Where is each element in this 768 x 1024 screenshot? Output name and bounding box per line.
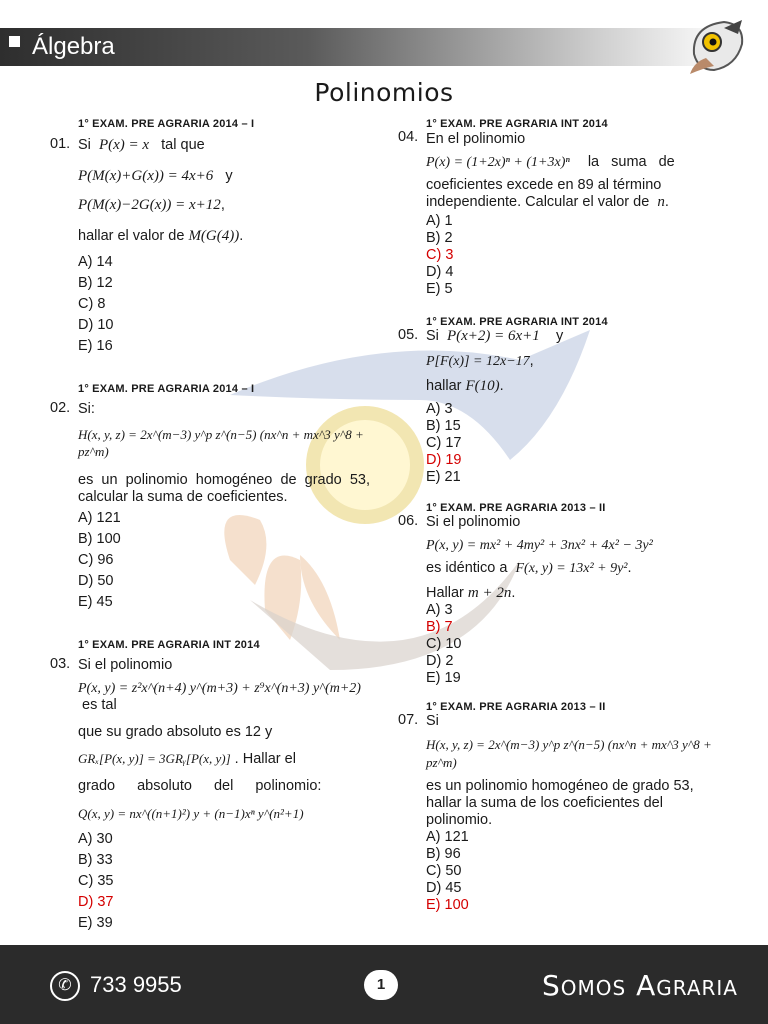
option: E) 21 — [426, 469, 461, 485]
option: A) 121 — [426, 829, 469, 845]
question-text: , — [220, 197, 225, 213]
question-text: . — [627, 560, 632, 576]
formula: H(x, y, z) = 2x^(m−3) y^p z^(n−5) (nx^n + mx^3 y^8 + pz^m) — [78, 427, 364, 459]
question-text: Si — [426, 713, 439, 729]
question-text: y — [225, 168, 233, 184]
formula: GRₓ[P(x, y)] = 3GRᵧ[P(x, y)] — [78, 751, 231, 766]
option: D) 4 — [426, 264, 454, 280]
formula: Q(x, y) = nx^((n+1)²) y + (n−1)xⁿ y^(n²+1) — [78, 806, 304, 821]
option: C) 50 — [426, 863, 462, 879]
question-text: Si el polinomio — [78, 657, 173, 673]
question-text: que su grado absoluto es 12 y — [78, 724, 273, 740]
page-title: Polinomios — [314, 78, 454, 107]
phone-number: 733 9955 — [90, 971, 182, 997]
option: D) 50 — [78, 573, 114, 589]
option: C) 35 — [78, 873, 114, 889]
option: A) 30 — [78, 831, 113, 847]
option: A) 121 — [78, 510, 121, 526]
question-text: Si — [426, 328, 439, 344]
exam-header: 1° EXAM. PRE AGRARIA 2014 – I — [78, 118, 255, 130]
option: E) 5 — [426, 281, 453, 297]
exam-header: 1° EXAM. PRE AGRARIA INT 2014 — [426, 316, 608, 328]
formula: P(x+2) = 6x+1 — [446, 328, 540, 344]
formula: P(x) = (1+2x)ⁿ + (1+3x)ⁿ — [426, 155, 570, 170]
option: D) 45 — [426, 880, 462, 896]
option: B) 33 — [78, 852, 113, 868]
question-number: 03. — [50, 656, 71, 672]
question-text: , — [529, 353, 534, 369]
formula: P[F(x)] = 12x−17 — [426, 354, 530, 369]
option-correct: E) 100 — [426, 897, 469, 913]
option: A) 14 — [78, 254, 113, 270]
formula: P(M(x)−2G(x)) = x+12 — [78, 197, 221, 213]
option: C) 96 — [78, 552, 114, 568]
formula: H(x, y, z) = 2x^(m−3) y^p z^(n−5) (nx^n + mx^3 y^8 + pz^m) — [426, 737, 712, 770]
question-text: . — [511, 585, 516, 601]
option: A) 1 — [426, 213, 453, 229]
option: C) 17 — [426, 435, 462, 451]
option: C) 10 — [426, 636, 462, 652]
formula: F(10) — [465, 378, 500, 394]
question-text: . — [664, 194, 669, 210]
question-text: Si el polinomio — [426, 514, 521, 530]
question-02 — [50, 381, 370, 611]
option: B) 2 — [426, 230, 453, 246]
option: B) 12 — [78, 275, 113, 291]
option-correct: B) 7 — [426, 619, 453, 635]
exam-header: 1° EXAM. PRE AGRARIA 2013 – II — [426, 701, 606, 713]
subject-title: Álgebra — [32, 33, 115, 60]
question-text: es tal — [82, 697, 117, 713]
question-text: es un polinomio homogéneo de grado 53, calcular la suma de coeficientes. — [78, 472, 370, 505]
option: E) 19 — [426, 670, 461, 686]
formula: n — [657, 194, 665, 210]
question-text: . Hallar el — [234, 751, 296, 767]
question-text: la suma de — [587, 154, 675, 170]
page-number: 1 — [364, 970, 398, 1000]
question-number: 01. — [50, 136, 71, 152]
option: E) 39 — [78, 915, 113, 931]
question-text: Si: — [78, 401, 95, 417]
option: E) 45 — [78, 594, 113, 610]
question-number: 02. — [50, 400, 71, 416]
option: D) 2 — [426, 653, 454, 669]
question-01: 1° EXAM. PRE AGRARIA 2014 – I 01. Si P(x) = x tal que P(M(x)+G(x)) = 4x+6 y P(M(x)−2G(x)) = x+12, hallar el valor de M(G(4)). A) 14 B) 12 C) 8 D) 10 E) 16 — [50, 116, 370, 355]
option-correct: D) 37 — [78, 894, 114, 910]
option: B) 100 — [78, 531, 121, 547]
option: E) 16 — [78, 338, 113, 354]
question-05 — [398, 314, 718, 486]
question-number: 07. — [398, 712, 419, 728]
question-03 — [50, 637, 370, 932]
question-number: 04. — [398, 129, 419, 145]
formula: m + 2n — [467, 585, 512, 601]
phone-icon: ✆ — [50, 971, 80, 1001]
question-text: y — [555, 328, 564, 344]
option: D) 10 — [78, 317, 114, 333]
option-correct: D) 19 — [426, 452, 462, 468]
exam-header: 1° EXAM. PRE AGRARIA INT 2014 — [78, 639, 260, 651]
option-correct: C) 3 — [426, 247, 454, 263]
phone-contact — [50, 971, 182, 1001]
question-number: 06. — [398, 513, 419, 529]
formula: P(x) = x — [98, 137, 150, 153]
question-text: grado absoluto del polinomio: — [78, 778, 322, 794]
formula: P(x, y) = mx² + 4my² + 3nx² + 4x² − 3y² — [426, 538, 653, 553]
left-column — [50, 116, 370, 932]
right-column — [398, 116, 718, 914]
exam-header: 1° EXAM. PRE AGRARIA 2014 – I — [78, 383, 255, 395]
formula: P(M(x)+G(x)) = 4x+6 — [78, 168, 214, 184]
exam-header: 1° EXAM. PRE AGRARIA INT 2014 — [426, 118, 608, 130]
question-text: es un polinomio homogéneo de grado 53, hallar la suma de los coeficientes del polinomio. — [426, 778, 694, 828]
option: B) 96 — [426, 846, 461, 862]
formula: F(x, y) = 13x² + 9y² — [515, 561, 628, 576]
question-07 — [398, 699, 718, 914]
question-04 — [398, 116, 718, 298]
option: B) 15 — [426, 418, 461, 434]
brand-name: Somos Agraria — [541, 969, 738, 1002]
option: C) 8 — [78, 296, 106, 312]
question-text: . — [499, 378, 504, 394]
formula: M(G(4)) — [188, 228, 240, 244]
formula: P(x, y) = z²x^(n+4) y^(m+3) + z⁹x^(n+3) y^(m+2) — [78, 681, 361, 696]
question-text: En el polinomio — [426, 131, 526, 147]
footer-bar — [0, 945, 768, 1024]
question-text: tal que — [161, 137, 205, 153]
question-text: Si — [78, 137, 91, 153]
question-text: coeficientes excede en 89 al término independiente. Calcular el valor de — [426, 177, 662, 210]
option: A) 3 — [426, 401, 453, 417]
option: A) 3 — [426, 602, 453, 618]
question-text: Hallar — [426, 585, 464, 601]
question-text: es idéntico a — [426, 560, 508, 576]
question-number: 05. — [398, 327, 419, 343]
question-06 — [398, 500, 718, 687]
exam-header: 1° EXAM. PRE AGRARIA 2013 – II — [426, 502, 606, 514]
question-text: hallar — [426, 378, 462, 394]
question-text: hallar el valor de — [78, 228, 185, 244]
